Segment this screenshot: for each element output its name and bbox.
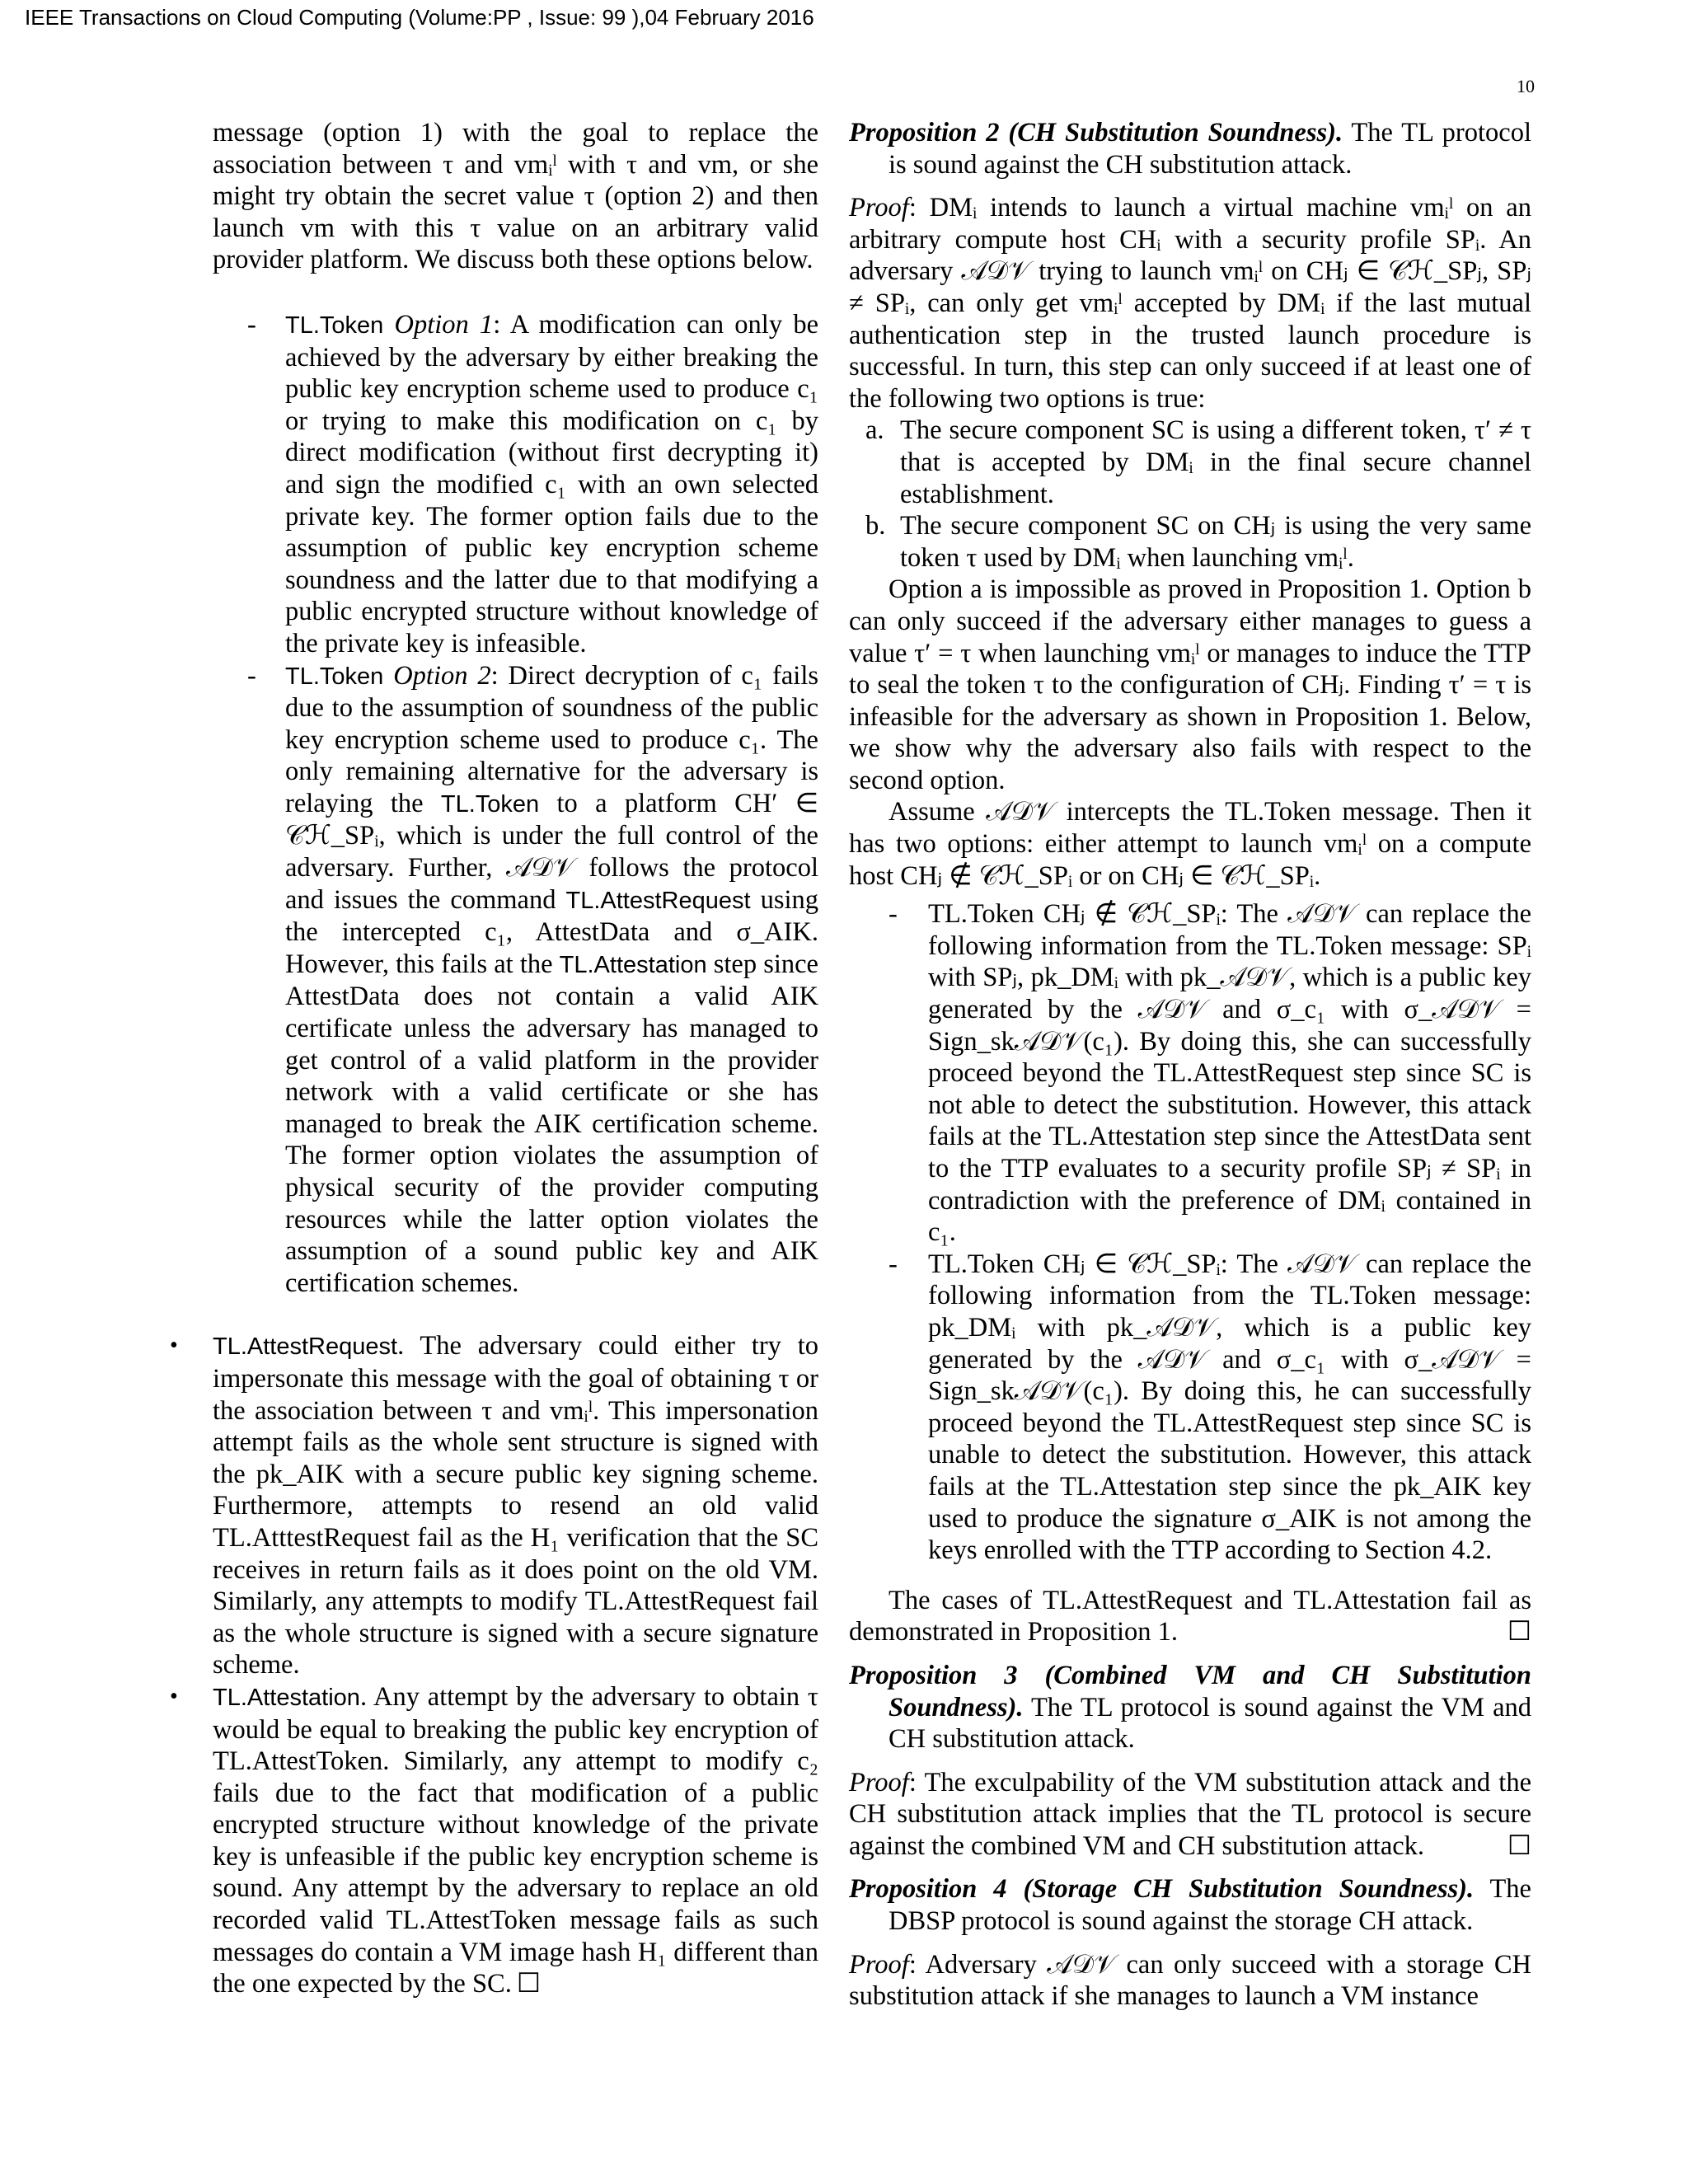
qed-symbol: ☐ <box>1507 1617 1531 1647</box>
list-item-option-2 <box>213 660 818 1300</box>
proof-label: Proof <box>849 1767 909 1797</box>
option-a-text: The secure component SC is using a different token, τ′ ≠ τ that is accepted by DMᵢ in the final secure channel establishment. <box>900 415 1531 509</box>
proof-4-text: : Adversary 𝒜𝒟𝒱 can only succeed with a storage CH substitution attack if she manages to launch a VM instance <box>849 1949 1531 2012</box>
option-2-label: Option 2 <box>393 660 491 691</box>
cases-text: The cases of TL.AttestRequest and TL.Attestation fail as demonstrated in Proposition 1. <box>849 1585 1531 1647</box>
intro-paragraph: message (option 1) with the goal to replace the association between τ and vmᵢˡ with τ and vm, or she might try obtain the secret value τ (option 2) and then launch vm with this τ value on an arbitrary valid provider platform. We discuss both these options below. <box>213 118 818 275</box>
option-b-text: The secure component SC on CHⱼ is using the very same token τ used by DMᵢ when launching vmᵢˡ. <box>900 511 1531 573</box>
dash-marker: - <box>247 660 256 691</box>
option-2-text-a: : Direct decryption of c₁ fails due to the assumption of soundness of the public key encryption scheme used to produce c₁. The only remaining alternative for the adversary is relaying the <box>285 660 819 818</box>
proof-label: Proof <box>849 193 909 223</box>
proof-2 <box>849 192 1531 415</box>
bullet-marker: • <box>170 1683 178 1709</box>
list-item-option-1 <box>213 309 818 660</box>
term-attest-request: TL.AttestRequest <box>565 887 751 914</box>
option-a-marker: a. <box>865 415 884 446</box>
proposition-4-body: The DBSP protocol is sound against the storage CH attack. <box>889 1874 1531 1937</box>
message-bullet-list <box>170 1330 818 1999</box>
attest-request-text: . The adversary could either try to impersonate this message with the goal of obtaining τ or the association between τ and vmᵢˡ. This impersonation attempt fails as the whole sent structure is signed with the pk_AIK with a secure public key signing scheme. Furthermore, attempts to resend an old valid TL.AtttestRequest fail as the H₁ verification that the SC receives in return fails as it does point on the old VM. Similarly, any attempts to modify TL.AttestRequest fail as the whole structure is signed with a secure signature scheme. <box>213 1331 818 1680</box>
assume-paragraph: Assume 𝒜𝒟𝒱 intercepts the TL.Token message. Then it has two options: either attempt to launch vmᵢˡ on a compute host CHⱼ ∉ 𝒞ℋ_SPᵢ or on CHⱼ ∈ 𝒞ℋ_SPᵢ. <box>849 797 1531 891</box>
qed-symbol: ☐ <box>516 1969 541 1999</box>
term-attestation: TL.Attestation <box>559 951 707 978</box>
list-item-ch-in-set <box>849 1249 1531 1567</box>
list-item-option-b <box>849 510 1531 574</box>
proposition-2-heading: Proposition 2 (CH Substitution Soundness). <box>849 118 1343 148</box>
dash-marker: - <box>889 1249 898 1279</box>
term-tl-token: TL.Token <box>285 312 384 339</box>
option-2-text-b: to a platform CH′ ∈ 𝒞ℋ_SPᵢ, which is under the full control of the adversary. Further, 𝒜𝒟𝒱 follows the protocol and issues the command <box>285 788 819 915</box>
alpha-option-list <box>849 415 1531 574</box>
list-item-attestation <box>170 1681 818 2000</box>
dash-marker: - <box>247 309 256 340</box>
proposition-3-body: The TL protocol is sound against the VM and CH substitution attack. <box>889 1692 1531 1755</box>
option-1-text: : A modification can only be achieved by the adversary by either breaking the public key encryption scheme used to produce c₁ or trying to make this modification on c₁ by direct modification (without first decrypting it) and sign the modified c₁ with an own selected private key. The former option fails due to the assumption of public key encryption scheme soundness and the latter due to that modifying a public encrypted structure without knowledge of the private key is infeasible. <box>285 309 818 658</box>
option-2-text-d: step since AttestData does not contain a valid AIK certificate unless the adversary has managed to get control of a valid platform in the provider network with a valid certificate or she has managed to break the AIK certification scheme. The former option violates the assumption of physical security of the provider computing resources while the latter option violates the assumption of a sound public key and AIK certification schemes. <box>285 949 818 1298</box>
ch-in-set-text: TL.Token CHⱼ ∈ 𝒞ℋ_SPᵢ: The 𝒜𝒟𝒱 can replace the following information from the TL.Token message: pk_DMᵢ with pk_𝒜𝒟𝒱, which is a public key generated by the 𝒜𝒟𝒱 and σ_c₁ with σ_𝒜𝒟𝒱 = Sign_sk𝒜𝒟𝒱(c₁). By doing this, he can successfully proceed beyond the TL.AttestRequest step since SC is unable to detect the substitution. However, this attack fails at the TL.Attestation step since the pk_AIK key used to produce the signature σ_AIK is not among the keys enrolled with the TTP according to Section 4.2. <box>928 1249 1531 1566</box>
dash-marker: - <box>889 899 898 930</box>
ch-case-list <box>849 898 1531 1566</box>
cases-paragraph <box>849 1585 1531 1648</box>
proposition-3 <box>849 1660 1531 1755</box>
proposition-2-body: The TL protocol is sound against the CH substitution attack. <box>889 118 1531 180</box>
option-2-text-c: using the intercepted c₁, AttestData and σ_AIK. However, this fails at the <box>285 884 819 979</box>
term-attestation: TL.Attestation <box>213 1684 360 1711</box>
proof-3-text: : The exculpability of the VM substitution attack and the CH substitution attack implies that the TL protocol is secure against the combined VM and CH substitution attack. <box>849 1767 1531 1861</box>
list-item-option-a <box>849 415 1531 510</box>
list-item-ch-not-in-set <box>849 898 1531 1249</box>
option-1-label: Option 1 <box>394 309 494 340</box>
attestation-text: . Any attempt by the adversary to obtain τ would be equal to breaking the public key encryption of TL.AttestToken. Similarly, any attempt to modify c₂ fails due to the fact that modification of a public encrypted structure without knowledge of the private key is unfeasible if the public key encryption scheme is sound. Any attempt by the adversary to replace an old recorded valid TL.AttestToken message fails as such messages do contain a VM image hash H₁ different than the one expected by the SC. <box>213 1681 818 1999</box>
option-list <box>213 309 818 1299</box>
option-b-marker: b. <box>865 511 886 541</box>
term-tl-token: TL.Token <box>285 663 384 690</box>
qed-symbol: ☐ <box>1507 1830 1531 1861</box>
term-attest-request: TL.AttestRequest <box>213 1333 398 1361</box>
proposition-2 <box>849 117 1531 180</box>
ch-not-in-set-text: TL.Token CHⱼ ∉ 𝒞ℋ_SPᵢ: The 𝒜𝒟𝒱 can replace the following information from the TL.Token message: SPᵢ with SPⱼ, pk_DMᵢ with pk_𝒜𝒟𝒱, which is a public key generated by the 𝒜𝒟𝒱 and σ_c₁ with σ_𝒜𝒟𝒱 = Sign_sk𝒜𝒟𝒱(c₁). By doing this, she can successfully proceed beyond the TL.AttestRequest step since SC is not able to detect the substitution. However, this attack fails at the TL.Attestation step since the AttestData sent to the TTP evaluates to a security profile SPⱼ ≠ SPᵢ in contradiction with the preference of DMᵢ contained in c₁. <box>928 899 1531 1248</box>
proposition-3-heading: Proposition 3 (Combined VM and CH Substitution Soundness). <box>849 1660 1531 1722</box>
proof-4 <box>849 1949 1531 2013</box>
option-analysis-paragraph: Option a is impossible as proved in Proposition 1. Option b can only succeed if the adversary either manages to guess a value τ′ = τ when launching vmᵢˡ or manages to induce the TTP to seal the token τ to the configuration of CHⱼ. Finding τ′ = τ is infeasible for the adversary as shown in Proposition 1. Below, we show why the adversary also fails with respect to the second option. <box>849 574 1531 795</box>
term-tl-token: TL.Token <box>440 790 540 818</box>
running-header: IEEE Transactions on Cloud Computing (Volume:PP , Issue: 99 ),04 February 2016 <box>25 5 814 30</box>
left-column <box>170 117 819 2000</box>
proposition-4 <box>849 1873 1531 1937</box>
list-item-attest-request <box>170 1330 818 1681</box>
proof-2-text: : DMᵢ intends to launch a virtual machine vmᵢˡ on an arbitrary compute host CHᵢ with a security profile SPᵢ. An adversary 𝒜𝒟𝒱 trying to launch vmᵢˡ on CHⱼ ∈ 𝒞ℋ_SPⱼ, SPⱼ ≠ SPᵢ, can only get vmᵢˡ accepted by DMᵢ if the last mutual authentication step in the trusted launch procedure is successful. In turn, this step can only succeed if at least one of the following two options is true: <box>849 193 1531 414</box>
page-number: 10 <box>1517 76 1535 96</box>
bullet-marker: • <box>170 1333 178 1359</box>
proposition-4-heading: Proposition 4 (Storage CH Substitution Soundness). <box>849 1874 1475 1905</box>
right-column <box>849 117 1531 2013</box>
proof-3 <box>849 1767 1531 1863</box>
proof-label: Proof <box>849 1949 909 1980</box>
